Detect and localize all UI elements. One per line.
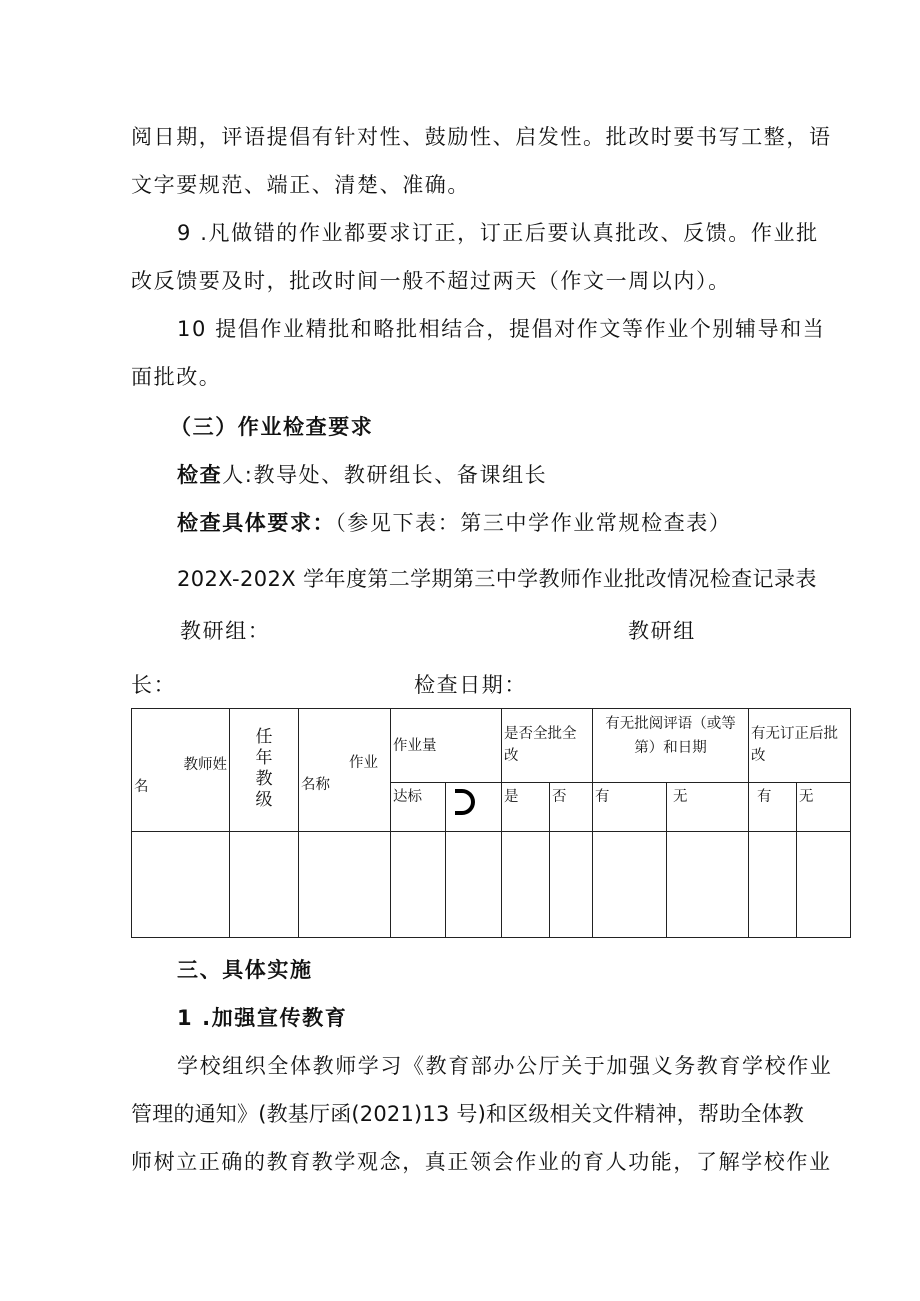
leader-label-b: 长： bbox=[131, 673, 177, 697]
table-cell bbox=[593, 832, 667, 938]
requirement-value: （参见下表：第三中学作业常规检查表） bbox=[335, 511, 732, 535]
table-cell bbox=[667, 832, 749, 938]
header-amount: 作业量 bbox=[391, 709, 502, 783]
inspection-table bbox=[131, 708, 851, 938]
subheader-no: 否 bbox=[550, 783, 593, 832]
header-text: 作业 bbox=[349, 754, 378, 771]
requirement-label: 检查具体要求： bbox=[177, 511, 336, 535]
table-cell bbox=[749, 832, 797, 938]
section-heading: （三）作业检查要求 bbox=[170, 415, 374, 439]
group-label: 教研组： bbox=[180, 619, 271, 643]
subheader-yes: 是 bbox=[502, 783, 550, 832]
subsection-heading: 1 .加强宣传教育 bbox=[177, 1006, 348, 1030]
table-title: 202X-202X 学年度第二学期第三中学教师作业批改情况检查记录表 bbox=[177, 567, 817, 591]
header-correction: 有无订正后批改 bbox=[749, 709, 851, 783]
table-cell bbox=[797, 832, 851, 938]
table-empty-row bbox=[132, 832, 851, 938]
subheader-standard: 达标 bbox=[391, 783, 446, 832]
paragraph-line: 9 .凡做错的作业都要求订正，订正后要认真批改、反馈。作业批 bbox=[177, 221, 819, 245]
table-cell bbox=[550, 832, 593, 938]
header-text: 任年教级 bbox=[255, 726, 273, 810]
table-cell bbox=[132, 832, 230, 938]
table-cell bbox=[446, 832, 502, 938]
checker-line bbox=[177, 460, 547, 490]
checker-label: 检查 bbox=[177, 463, 223, 487]
table-cell bbox=[299, 832, 391, 938]
paragraph-line: 文字要规范、端正、清楚、准确。 bbox=[131, 173, 470, 197]
date-label: 检查日期： bbox=[414, 673, 527, 697]
subheader-have: 有 bbox=[749, 783, 797, 832]
table-header-row bbox=[132, 709, 851, 783]
subheader-none: 无 bbox=[667, 783, 749, 832]
leader-label-a: 教研组 bbox=[628, 619, 696, 643]
subheader-none: 无 bbox=[797, 783, 851, 832]
header-homework-name bbox=[299, 709, 391, 832]
paragraph-line: 师树立正确的教育教学观念，真正领会作业的育人功能，了解学校作业 bbox=[131, 1150, 832, 1174]
subheader-have: 有 bbox=[593, 783, 667, 832]
subheader-mark-cell bbox=[446, 783, 502, 832]
header-teacher-name bbox=[132, 709, 230, 832]
paragraph-line: 学校组织全体教师学习《教育部办公厅关于加强义务教育学校作业 bbox=[177, 1054, 833, 1078]
header-text: 教师姓 bbox=[183, 756, 227, 773]
table-cell bbox=[230, 832, 299, 938]
paragraph-line: 10 提倡作业精批和略批相结合，提倡对作文等作业个别辅导和当 bbox=[177, 317, 826, 341]
table-cell bbox=[391, 832, 446, 938]
section-heading: 三、具体实施 bbox=[177, 958, 313, 982]
header-text: 名称 bbox=[301, 776, 330, 793]
header-comments: 有无批阅评语（或等第）和日期 bbox=[593, 709, 749, 783]
table-cell bbox=[502, 832, 550, 938]
paragraph-line: 面批改。 bbox=[131, 365, 222, 389]
checker-value: 人:教导处、教研组长、备课组长 bbox=[222, 463, 548, 487]
header-text: 名 bbox=[134, 778, 149, 795]
requirement-line bbox=[177, 508, 732, 538]
header-all-graded: 是否全批全改 bbox=[502, 709, 593, 783]
header-grade bbox=[230, 709, 299, 832]
paragraph-line: 阅日期，评语提倡有针对性、鼓励性、启发性。批改时要书写工整，语 bbox=[131, 125, 832, 149]
paragraph-line: 改反馈要及时，批改时间一般不超过两天（作文一周以内）。 bbox=[131, 269, 731, 293]
circle-mark-icon bbox=[455, 789, 475, 815]
paragraph-line: 管理的通知》(教基厅函(2021)13 号)和区级相关文件精神，帮助全体教 bbox=[131, 1102, 805, 1126]
